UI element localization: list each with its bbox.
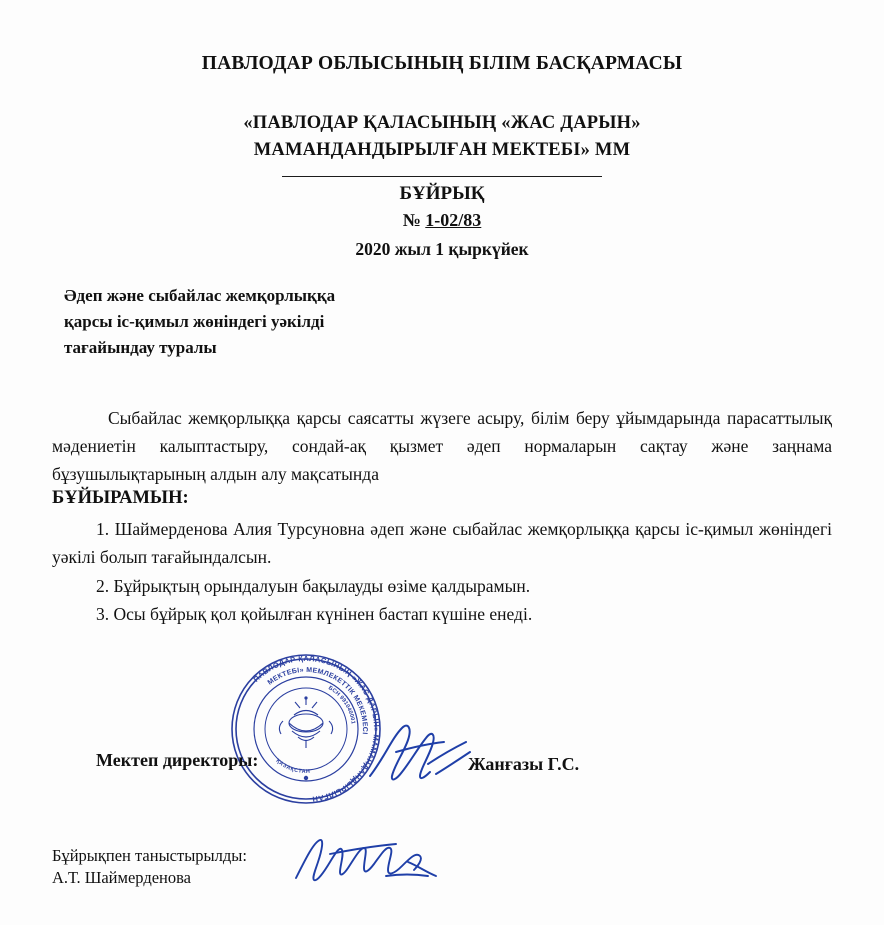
order-item-1: 1. Шаймерденова Алия Турсуновна әдеп және сыбайлас жемқорлыққа қарсы іс-қимыл жөніндегі уәкілі болып тағайындалсын. (52, 519, 832, 567)
subject-line-3: тағайындау туралы (64, 338, 217, 357)
subject-line-1: Әдеп және сыбайлас жемқорлыққа (64, 286, 336, 305)
subject-line-2: қарсы іс-қимыл жөніндегі уәкілді (64, 312, 325, 331)
document-number-value: 1-02/83 (425, 210, 482, 230)
document-type-title: БҰЙРЫҚ (399, 183, 485, 204)
acknowledgement-signature (290, 832, 450, 890)
document-number-prefix: № (402, 210, 426, 230)
director-signature (362, 718, 480, 798)
order-item-3: 3. Осы бұйрық қол қойылған күнінен бастап күшіне енеді. (96, 604, 533, 624)
svg-text:БСН 991040001: БСН 991040001 (327, 685, 356, 725)
svg-text:ПАВЛОДАР ҚАЛАСЫНЫҢ «ЖАС ДАРЫН: ПАВЛОДАР ҚАЛАСЫНЫҢ «ЖАС ДАРЫН» МАМАНДАНДЫРЫЛҒАН (251, 653, 382, 804)
acknowledgement-name: А.Т. Шаймерденова (52, 868, 192, 887)
order-keyword: БҰЙЫРАМЫН: (52, 488, 189, 508)
svg-text:ҚАЗАҚСТАН: ҚАЗАҚСТАН (274, 758, 311, 776)
order-item-2: 2. Бұйрықтың орындалуын бақылауды өзіме қалдырамын. (96, 576, 531, 596)
organization-line-1: ПАВЛОДАР ОБЛЫСЫНЫҢ БІЛІМ БАСҚАРМАСЫ (201, 53, 683, 74)
acknowledgement-label: Бұйрықпен таныстырылды: (52, 846, 247, 865)
document-preamble: Сыбайлас жемқорлыққа қарсы саясатты жүзеге асыру, білім беру ұйымдарында парасаттылық мәдениетін калыптастыру, сондай-ақ қызмет әдеп нормаларын сақтау және заңнама бұзушылықтарының алдын алу мақсатында (52, 408, 832, 484)
document-subject (64, 283, 494, 361)
document-date: 2020 жыл 1 қыркүйек (355, 239, 529, 259)
signature-title: Мектеп директоры: (96, 750, 259, 770)
signature-name: Жанғазы Г.С. (468, 754, 580, 774)
organization-line-2: «ПАВЛОДАР ҚАЛАСЫНЫҢ «ЖАС ДАРЫН» (243, 113, 641, 133)
organization-line-3: МАМАНДАНДЫРЫЛҒАН МЕКТЕБІ» ММ (253, 140, 631, 160)
official-seal-stamp (222, 645, 390, 813)
svg-text:МЕКТЕБІ» МЕМЛЕКЕТТІК МЕКЕМЕСІ: МЕКТЕБІ» МЕМЛЕКЕТТІК МЕКЕМЕСІ (266, 666, 369, 735)
document-number (0, 208, 884, 232)
header-divider (282, 176, 602, 177)
